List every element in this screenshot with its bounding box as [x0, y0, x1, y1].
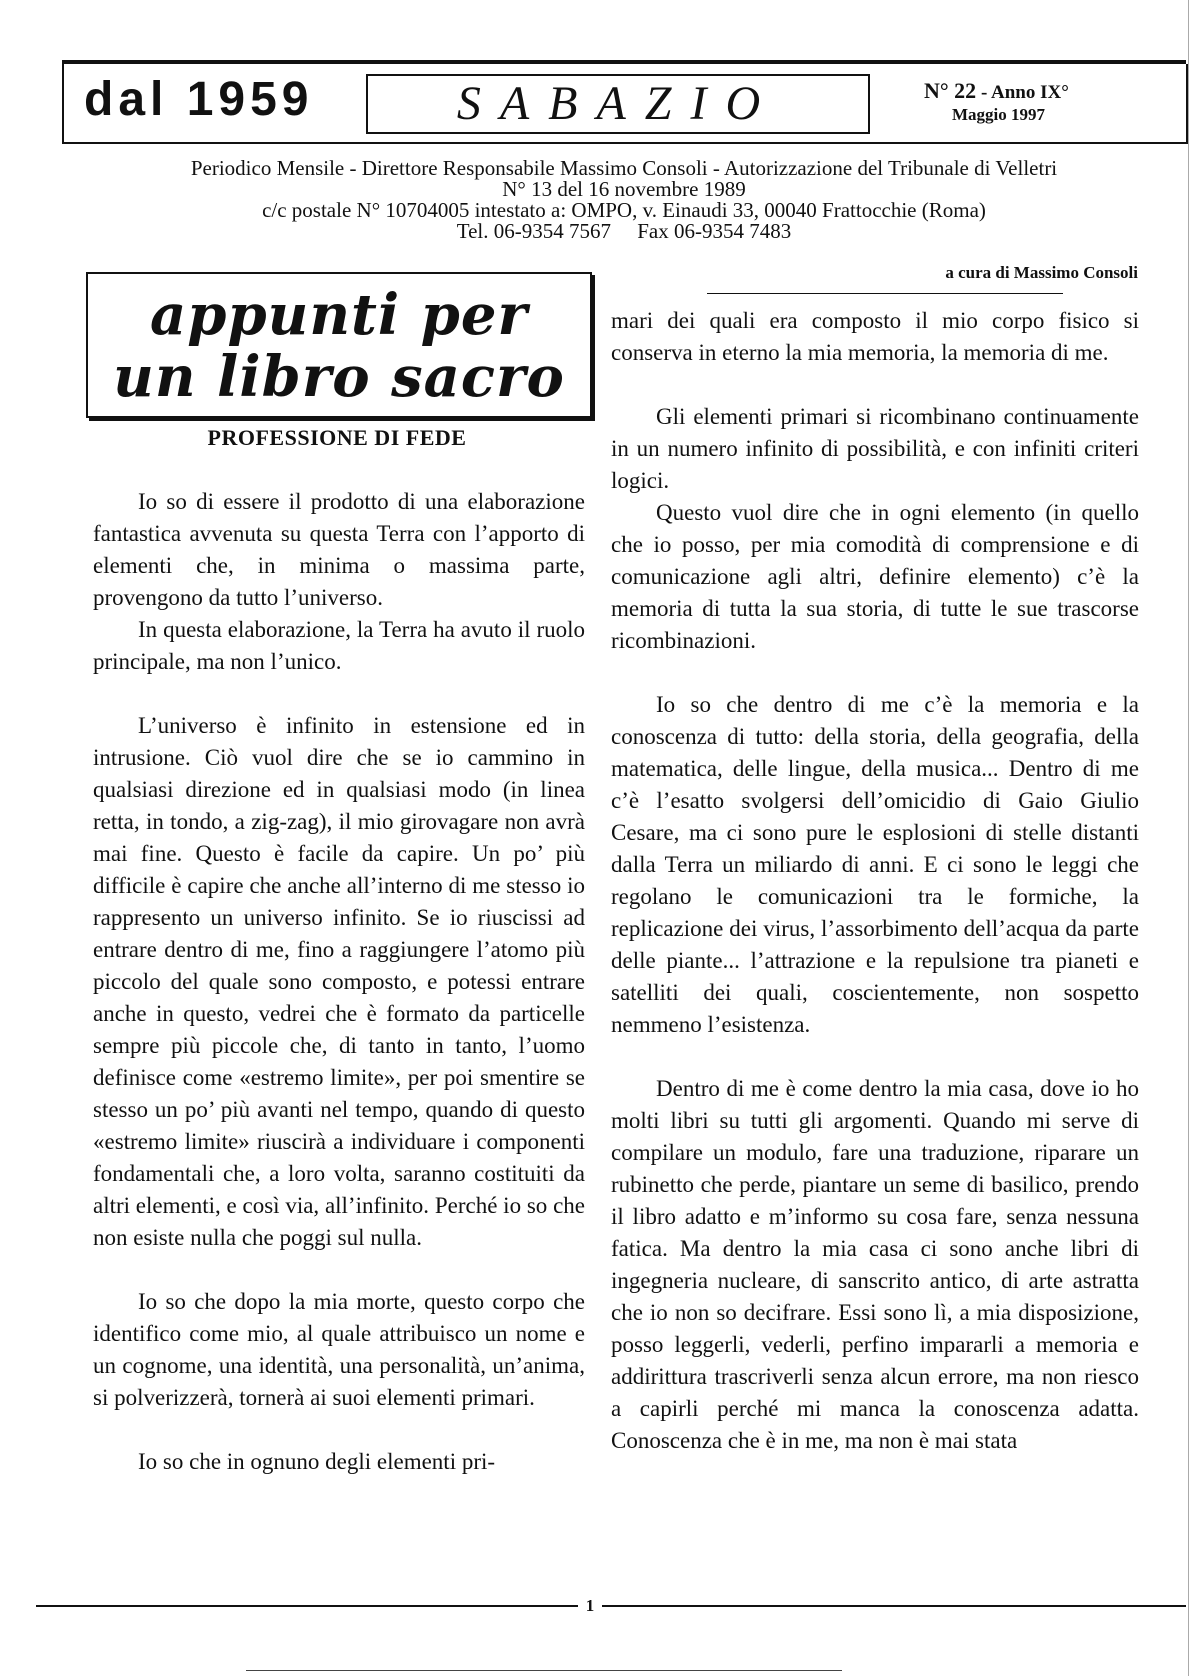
colophon — [62, 158, 1186, 242]
paragraph: Questo vuol dire che in ogni elemento (in quello che io posso, per mia comodità di comprensione e di comunicazione agli altri, definire elemento) c’è la memoria di tutta la sua storia, di tutte le sue trascorse ricombinazioni. — [611, 500, 1139, 653]
issue-separator: - — [980, 82, 988, 103]
scan-footer-line — [246, 1670, 842, 1671]
left-column — [93, 486, 585, 1510]
colophon-line: Periodico Mensile - Direttore Responsabile Massimo Consoli - Autorizzazione del Tribunale di Velletri — [190, 156, 1058, 180]
curator-rule — [707, 293, 1063, 294]
banner-heading — [88, 284, 590, 408]
page-number: 1 — [578, 1596, 602, 1616]
curator-credit: a cura di Massimo Consoli — [945, 263, 1138, 282]
paragraph: Io so che dopo la mia morte, questo corpo che identifico come mio, al quale attribuisco un nome e un cognome, una identità, una personalità, un’anima, si polverizzerà, tornerà ai suoi elementi primari. — [93, 1289, 585, 1410]
banner-line: un libro sacro — [113, 344, 565, 410]
right-column — [611, 305, 1139, 1489]
section-title: PROFESSIONE DI FEDE — [207, 425, 467, 450]
paragraph: Dentro di me è come dentro la mia casa, dove io ho molti libri su tutti gli argomenti. Quando mi serve di compilare un modulo, fare una traduzione, riparare un rubinetto che perde, piantare un seme di basilico, prendo il libro adatto e m’informo su cosa fare, senza nessuna fatica. Ma dentro la mia casa ci sono anche libri di ingegneria nucleare, di sanscrito antico, di arte astratta che io non so decifrare. Essi sono lì, a mia disposizione, posso leggerli, vederli, perfino impararli a memoria e addirittura trascriverli senza alcun errore, ma non riesco a capirli perché mi manca la conoscenza adatta. Conoscenza che è in me, ma non è mai stata — [611, 1076, 1139, 1453]
paragraph: Io so che dentro di me c’è la memoria e la conoscenza di tutto: della storia, della geografia, della matematica, delle lingue, della musica... Dentro di me c’è l’esatto svolgersi dell’omicidio di Gaio Giulio Cesare, ma ci sono pure le esplosioni di stelle distanti dalla Terra un miliardo di anni. E ci sono le leggi che regolano le comunicazioni tra le formiche, la replicazione dei virus, l’assorbimento dell’acqua da parte delle piante... l’attrazione e la repulsione tra pianeti e satelliti dei quali, coscientemente, non sospetto nemmeno l’esistenza. — [611, 692, 1139, 1037]
colophon-line: c/c postale N° 10704005 intestato a: OMPO, v. Einaudi 33, 00040 Frattocchie (Roma) — [262, 198, 986, 222]
issue-info — [924, 78, 1069, 125]
paragraph: In questa elaborazione, la Terra ha avuto il ruolo principale, ma non l’unico. — [93, 617, 585, 674]
paragraph: Gli elementi primari si ricombinano continuamente in un numero infinito di possibilità, e con infiniti criteri logici. — [611, 404, 1139, 493]
title-box — [366, 74, 870, 134]
colophon-line: N° 13 del 16 novembre 1989 — [502, 177, 746, 201]
issue-month: Maggio 1997 — [952, 104, 1046, 124]
colophon-line: Tel. 06-9354 7567 Fax 06-9354 7483 — [456, 219, 792, 243]
since-label: dal 1959 — [84, 73, 314, 126]
banner-line: appunti per — [150, 282, 528, 348]
column-banner — [86, 272, 592, 418]
footer-rule — [36, 1605, 1186, 1607]
paragraph: Io so di essere il prodotto di una elaborazione fantastica avvenuta su questa Terra con l’apporto di elementi che, in minima o massima parte, provengono da tutto l’universo. — [93, 489, 585, 610]
issue-year: Anno IX° — [990, 82, 1069, 103]
scan-edge-line — [1188, 0, 1189, 1676]
issue-number: N° 22 — [924, 78, 977, 103]
paragraph: Io so che in ognuno degli elementi pri- — [138, 1449, 496, 1474]
paragraph: L’universo è infinito in estensione ed in intrusione. Ciò vuol dire che se io cammino in qualsiasi direzione ed in qualsiasi modo (in linea retta, in tondo, a zig-zag), il mio girovagare non avrà mai fine. Questo è facile da capire. Un po’ più difficile è capire che anche all’interno di me stesso io rappresento un universo infinito. Se io riuscissi ad entrare dentro di me, fino a raggiungere l’atomo più piccolo del quale sono composto, e potessi entrare anche in questo, vedrei che è formato da particelle sempre più piccole che, di tanto in tanto, l’uomo definisce come «estremo limite», per poi smentire se stesso un po’ più avanti nel tempo, quando di questo «estremo limite» riuscirà a individuare i componenti fondamentali che, a loro volta, saranno costituiti da altri elementi, e così via, all’infinito. Perché io so che non esiste nulla che poggi sul nulla. — [93, 713, 585, 1250]
paragraph: mari dei quali era composto il mio corpo fisico si conserva in eterno la mia memoria, la memoria di me. — [611, 308, 1139, 365]
masthead — [62, 64, 1188, 144]
newspaper-title: SABAZIO — [456, 77, 780, 130]
